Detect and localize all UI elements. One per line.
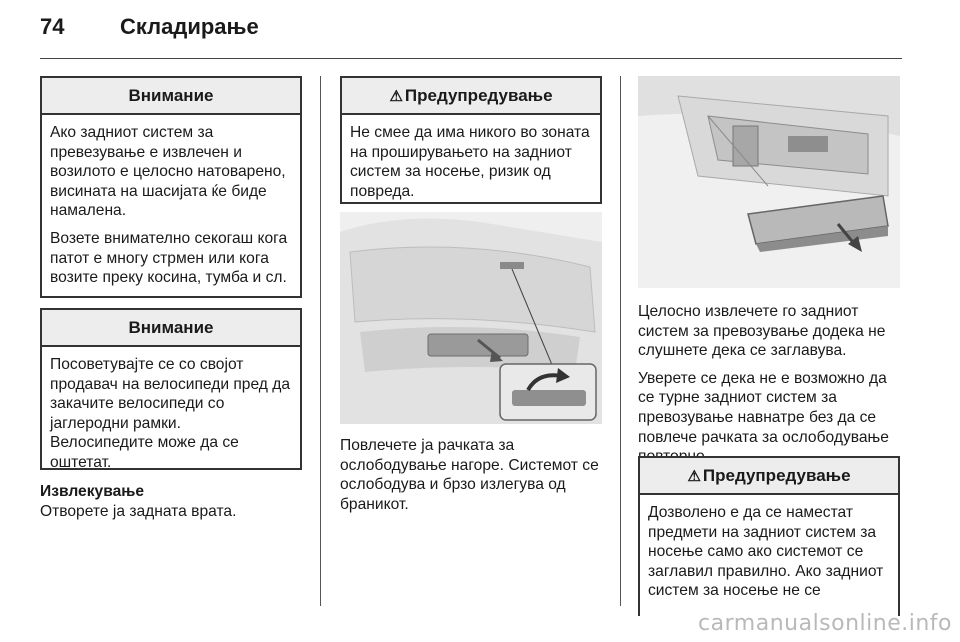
page-number: 74 [40, 14, 65, 39]
notice-text: Возете внимателно секогаш кога патот е многу стрмен или кога возите преку косина, тумба и сл. [50, 229, 288, 287]
notice-text: Ако задниот систем за превезување е извлечен и возилото е целосно натоварено, висината на шасијата ќе биде намалена. [50, 124, 286, 220]
rear-carrier-illustration [638, 76, 900, 288]
body-text: Отворете ја задната врата. [40, 502, 237, 520]
warning-icon: ⚠ [687, 467, 701, 485]
notice-text: Посоветувајте се со својот продавач на велосипеди пред да закачите велосипеди со јаглеродни рамки. [50, 356, 291, 432]
column-divider [620, 76, 621, 606]
notice-title: Внимание [42, 310, 300, 347]
body-text: Уверете се дека не е возможно да се турне задниот систем за превозување навнатре без да се повлече рачката за ослободување [638, 369, 889, 446]
notice-box [40, 76, 302, 298]
watermark: carmanualsonline.info [698, 611, 952, 636]
section-subheading: Извлекување [40, 483, 145, 500]
column-divider [320, 76, 321, 606]
warning-label: Предупредување [702, 465, 851, 485]
warning-title [342, 78, 600, 115]
warning-title [640, 458, 898, 495]
warning-text: Дозволено е да се наместат предмети на задниот систем за носење само ако системот се заглавил правилно. Ако задниот систем за носење не се [648, 504, 884, 600]
body-text: Целосно извлечете го задниот систем за превозување додека не слушнете дека се заглавува. [638, 303, 886, 360]
tailgate-handle-illustration [340, 212, 602, 424]
caption-text: Повлечете ја рачката за ослободување нагоре. Системот се ослободува и брзо излегува од браникот. [340, 437, 599, 513]
illustration-svg [340, 212, 602, 424]
warning-label: Предупредување [404, 85, 553, 105]
warning-box [638, 456, 900, 616]
warning-box [340, 76, 602, 204]
instructions [638, 302, 900, 475]
illustration-svg [638, 76, 900, 288]
caption [340, 436, 602, 514]
warning-text: Не смее да има никого во зоната на проширувањето на задниот систем за носење, ризик од повреда. [350, 124, 590, 200]
header-rule [40, 58, 902, 59]
notice-text: Велосипедите може да се оштетат. [50, 434, 239, 471]
notice-title: Внимание [42, 78, 300, 115]
page-title: Складирање [120, 14, 259, 39]
notice-box [40, 308, 302, 470]
warning-icon: ⚠ [389, 87, 403, 105]
section-text [40, 482, 302, 521]
